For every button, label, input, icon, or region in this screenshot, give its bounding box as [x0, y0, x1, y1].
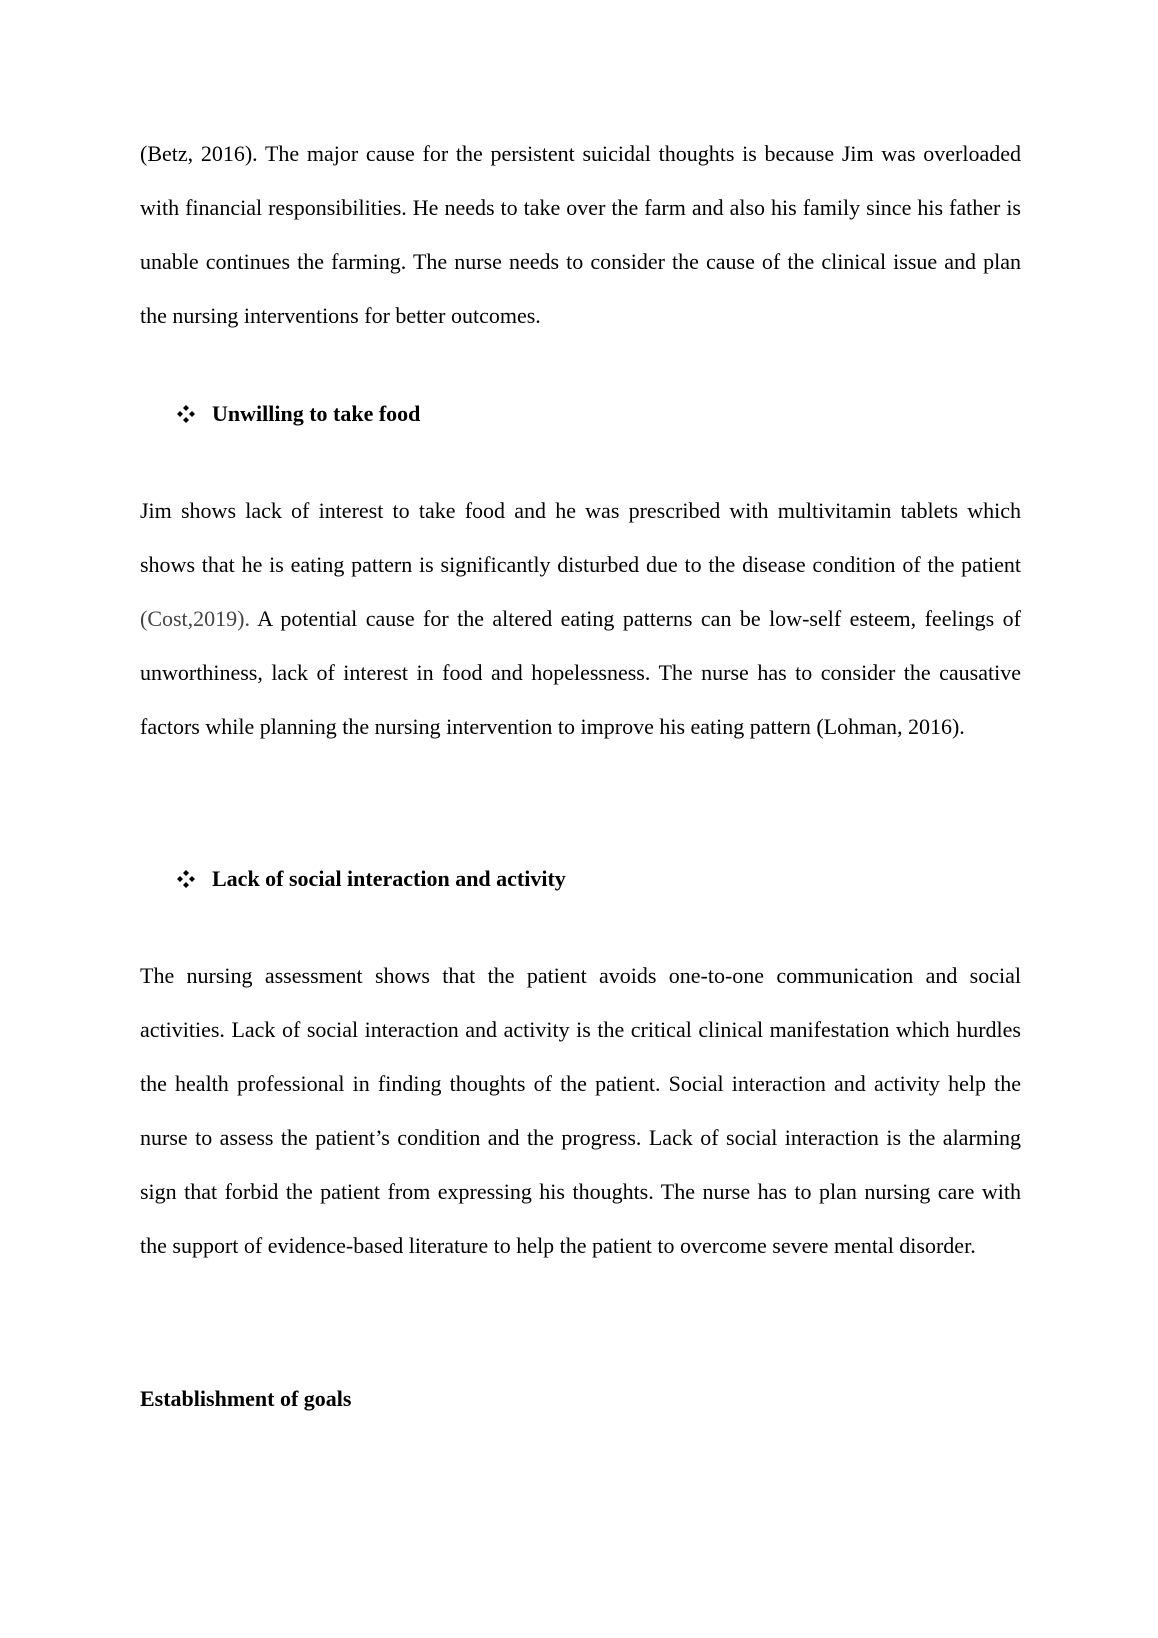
paragraph-eating-pattern: [140, 484, 1021, 754]
bullet-heading-unwilling-food: [176, 399, 420, 429]
bullet-heading-label: Unwilling to take food: [212, 401, 421, 426]
paragraph-text: A potential cause for the altered eating patterns can be low-self esteem, feelings of unworthiness, lack of interest in food and hopelessness. The nurse has to consider the causative factors while planning the nursing intervention to improve his eating pattern (Lohman, 2016).: [140, 606, 1021, 739]
paragraph-social-interaction: The nursing assessment shows that the patient avoids one-to-one communication and social activities. Lack of social interaction and activity is the critical clinical manifestation which hurdles the health professional in finding thoughts of the patient. Social interaction and activity help the nurse to assess the patient’s condition and the progress. Lack of social interaction is the alarming sign that forbid the patient from expressing his thoughts. The nurse has to plan nursing care with the support of evidence-based literature to help the patient to overcome severe mental disorder.: [140, 963, 1021, 1258]
paragraph-text: Jim shows lack of interest to take food and he was prescribed with multivitamin tablets which shows that he is eating pattern is significantly disturbed due to the disease condition of the patient: [140, 498, 1021, 577]
bullet-heading-social-interaction: [176, 864, 566, 894]
four-diamond-bullet-icon: [176, 869, 196, 889]
section-heading-goals: Establishment of goals: [140, 1386, 352, 1411]
four-diamond-bullet-icon: [176, 404, 196, 424]
paragraph-financial-responsibilities: (Betz, 2016). The major cause for the persistent suicidal thoughts is because Jim was overloaded with financial responsibilities. He needs to take over the farm and also his family since his father is unable continues the farming. The nurse needs to consider the cause of the clinical issue and plan the nursing interventions for better outcomes.: [140, 141, 1021, 328]
citation: (Cost,2019).: [140, 606, 250, 631]
bullet-heading-label: Lack of social interaction and activity: [212, 866, 566, 891]
